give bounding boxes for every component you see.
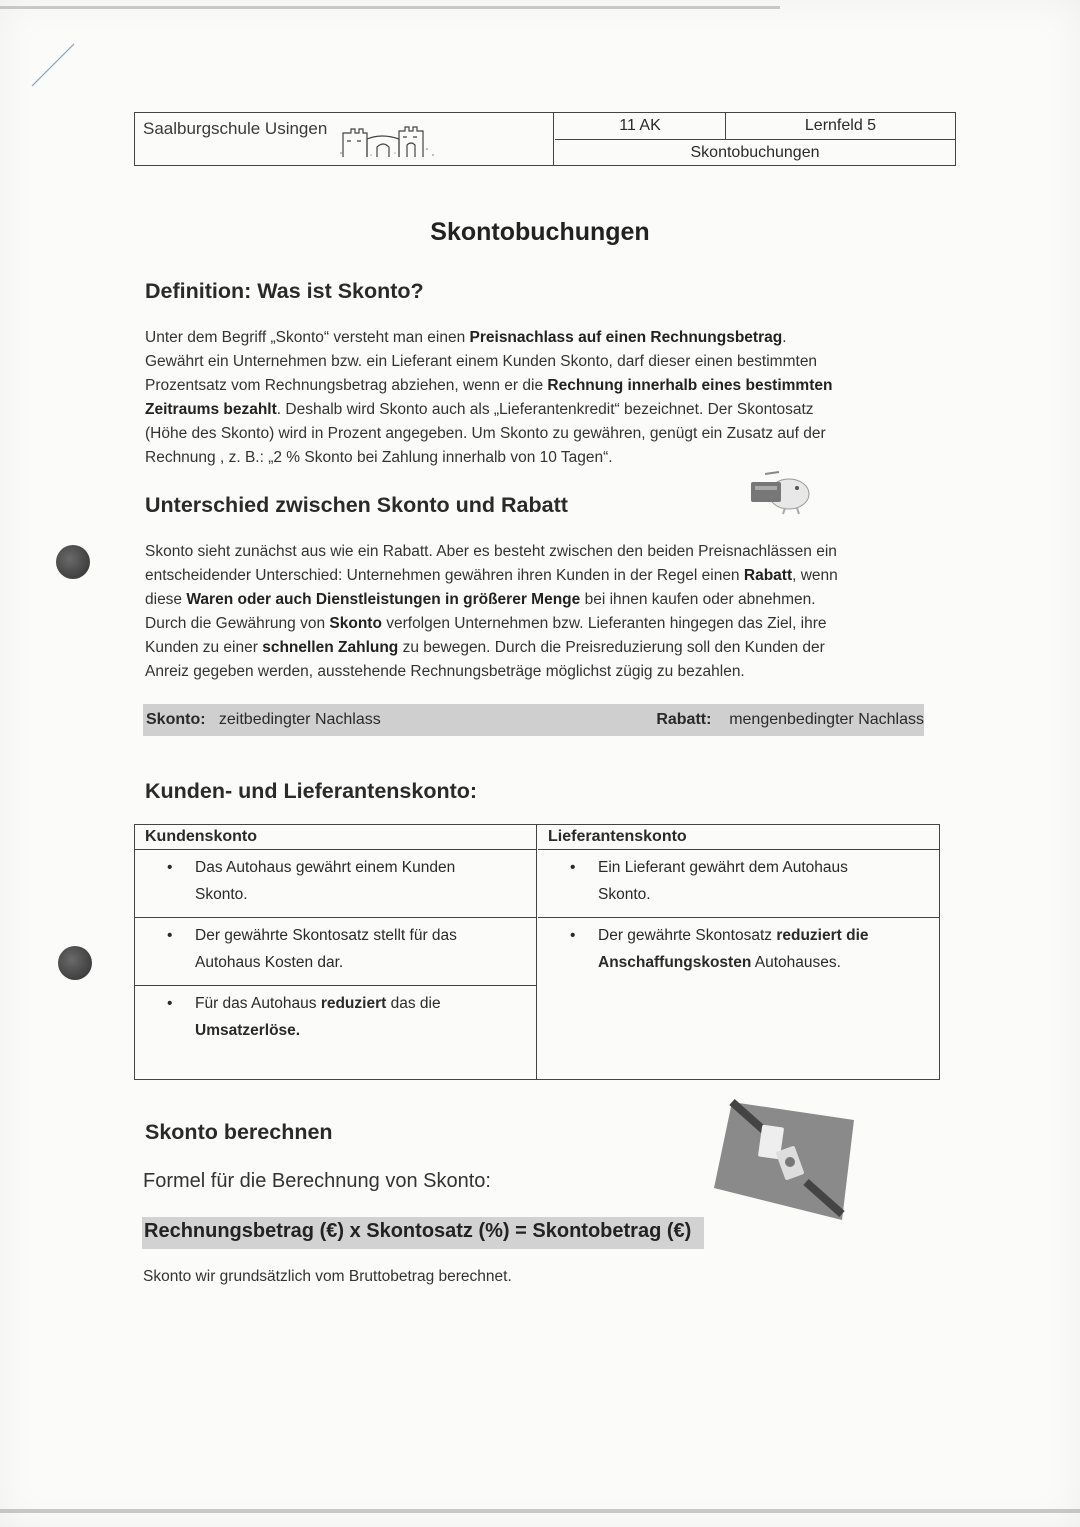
school-name: Saalburgschule Usingen (143, 119, 328, 138)
definition-paragraph (145, 326, 945, 470)
text-segment: bei ihnen kaufen oder abnehmen. (580, 591, 816, 608)
text-segment: (Höhe des Skonto) wird in Prozent angegeben. Um Skonto zu gewähren, genügt ein Zusatz auf der (145, 425, 826, 442)
cell-text (598, 886, 651, 903)
text-segment: Skonto. (195, 886, 248, 903)
cell-text (598, 859, 848, 876)
text-segment: Durch die Gewährung von (145, 615, 330, 632)
table-cell (135, 850, 536, 918)
text-segment: Autohauses. (751, 954, 841, 971)
bold-text: Preisnachlass auf einen Rechnungsbetrag (469, 329, 783, 346)
text-segment: zu bewegen. Durch die Preisreduzierung soll den Kunden der (398, 639, 825, 656)
text-line (145, 636, 945, 660)
text-segment: diese (145, 591, 187, 608)
text-line (145, 422, 945, 446)
text-line (145, 446, 945, 470)
accounts-heading: Kunden- und Lieferantenskonto: (145, 779, 478, 803)
bullet-icon: • (167, 859, 173, 876)
bold-text: reduziert die (776, 927, 869, 944)
text-line (145, 612, 945, 636)
cell-text (195, 886, 248, 903)
cell-text (751, 954, 841, 971)
difference-paragraph (145, 540, 945, 684)
text-segment: . (782, 329, 787, 346)
topic-cell: Skontobuchungen (690, 144, 820, 161)
formula-intro: Formel für die Berechnung von Skonto: (143, 1170, 491, 1192)
bold-text: Skonto (329, 615, 382, 632)
learning-field-cell: Lernfeld 5 (726, 113, 955, 140)
text-segment: . Deshalb wird Skonto auch als „Lieferantenkredit“ bezeichnet. Der Skontosatz (276, 401, 814, 418)
text-segment: Der gewährte Skontosatz (598, 927, 777, 944)
rabatt-comparison (656, 711, 924, 729)
text-line (145, 350, 945, 374)
piggy-bank-icon (745, 468, 813, 518)
header-school-cell (135, 113, 554, 165)
cell-text (386, 995, 440, 1012)
calc-note: Skonto wir grundsätzlich vom Bruttobetrag berechnet. (143, 1268, 512, 1285)
rabatt-label: Rabatt: (656, 711, 712, 728)
scan-edge-top (0, 6, 780, 9)
skonto-value: zeitbedingter Nachlass (218, 711, 381, 728)
text-segment: Unter dem Begriff „Skonto“ versteht man einen (145, 329, 470, 346)
text-segment: Für das Autohaus (195, 995, 321, 1012)
bold-text: schnellen Zahlung (262, 639, 399, 656)
bullet-icon: • (167, 927, 173, 944)
bold-text: Waren oder auch Dienstleistungen in größerer Menge (186, 591, 581, 608)
text-segment: Das Autohaus gewährt einem Kunden (195, 859, 456, 876)
text-line (145, 660, 945, 684)
comparison-bar (143, 704, 924, 736)
punch-hole (56, 545, 90, 579)
definition-heading: Definition: Was ist Skonto? (145, 279, 424, 303)
text-segment: Kunden zu einer (145, 639, 263, 656)
text-line (145, 326, 945, 350)
skonto-table (134, 824, 940, 1080)
formula-highlight (142, 1217, 704, 1249)
header-box (134, 112, 956, 166)
bold-text: Anschaffungskosten (598, 954, 752, 971)
bold-text: Zeitraums bezahlt (145, 401, 277, 418)
castle-logo-icon (337, 119, 445, 159)
bold-text: Rabatt (743, 567, 793, 584)
text-line (145, 564, 945, 588)
text-segment: Ein Lieferant gewährt dem Autohaus (598, 859, 848, 876)
bullet-icon: • (167, 995, 173, 1012)
table-cell (538, 850, 939, 918)
scan-edge-bottom (0, 1509, 1080, 1513)
text-segment: Rechnung , z. B.: „2 % Skonto bei Zahlung innerhalb von 10 Tagen“. (145, 449, 613, 466)
text-segment: Autohaus Kosten dar. (195, 954, 344, 971)
text-segment: Skonto sieht zunächst aus wie ein Rabatt. Aber es besteht zwischen den beiden Preisnachlässen ein (145, 543, 837, 560)
bullet-icon: • (570, 859, 576, 876)
table-cell (538, 918, 939, 1076)
table-cell (135, 918, 536, 986)
text-segment: entscheidender Unterschied: Unternehmen gewähren ihren Kunden in der Regel einen (145, 567, 744, 584)
text-segment: Skonto. (598, 886, 651, 903)
text-line (145, 588, 945, 612)
cell-text (195, 927, 457, 944)
bold-text: Umsatzerlöse. (195, 1022, 301, 1039)
text-segment: das die (386, 995, 441, 1012)
text-segment: Anreiz gegeben werden, ausstehende Rechnungsbeträge möglichst zügig zu bezahlen. (145, 663, 745, 680)
text-line (145, 374, 945, 398)
class-cell: 11 AK (555, 113, 726, 140)
card-payment-icon (714, 1096, 854, 1220)
text-segment: verfolgen Unternehmen bzw. Lieferanten hingegen das Ziel, ihre (381, 615, 827, 632)
cell-text (598, 954, 751, 971)
text-line (145, 398, 945, 422)
rabatt-value: mengenbedingter Nachlass (729, 711, 924, 728)
supplier-discount-header: Lieferantenskonto (538, 825, 939, 850)
bullet-icon: • (570, 927, 576, 944)
punch-hole (58, 946, 92, 980)
calc-heading: Skonto berechnen (145, 1120, 333, 1144)
text-segment: Gewährt ein Unternehmen bzw. ein Lieferant einem Kunden Skonto, darf dieser einen bestimmten (145, 353, 818, 370)
cell-text (195, 859, 455, 876)
cell-text (195, 995, 386, 1012)
text-line (145, 540, 945, 564)
table-cell (135, 986, 536, 1076)
text-segment: Der gewährte Skontosatz stellt für das (195, 927, 457, 944)
text-segment: Prozentsatz vom Rechnungsbetrag abziehen, wenn er die (145, 377, 548, 394)
formula: Rechnungsbetrag (€) x Skontosatz (%) = Skontobetrag (€) (144, 1220, 692, 1242)
bold-text: reduziert (320, 995, 387, 1012)
supplier-discount-column (538, 825, 939, 1079)
cell-text (195, 1022, 300, 1039)
cell-text (195, 954, 343, 971)
customer-discount-column (135, 825, 537, 1079)
customer-discount-header: Kundenskonto (135, 825, 536, 850)
skonto-label: Skonto: (146, 711, 206, 728)
difference-heading: Unterschied zwischen Skonto und Rabatt (145, 493, 568, 517)
cell-text (598, 927, 869, 944)
text-segment: , wenn (792, 567, 838, 584)
pen-mark-icon (30, 40, 80, 90)
bold-text: Rechnung innerhalb eines bestimmten (547, 377, 833, 394)
page-title: Skontobuchungen (430, 218, 650, 246)
skonto-comparison (146, 711, 381, 729)
